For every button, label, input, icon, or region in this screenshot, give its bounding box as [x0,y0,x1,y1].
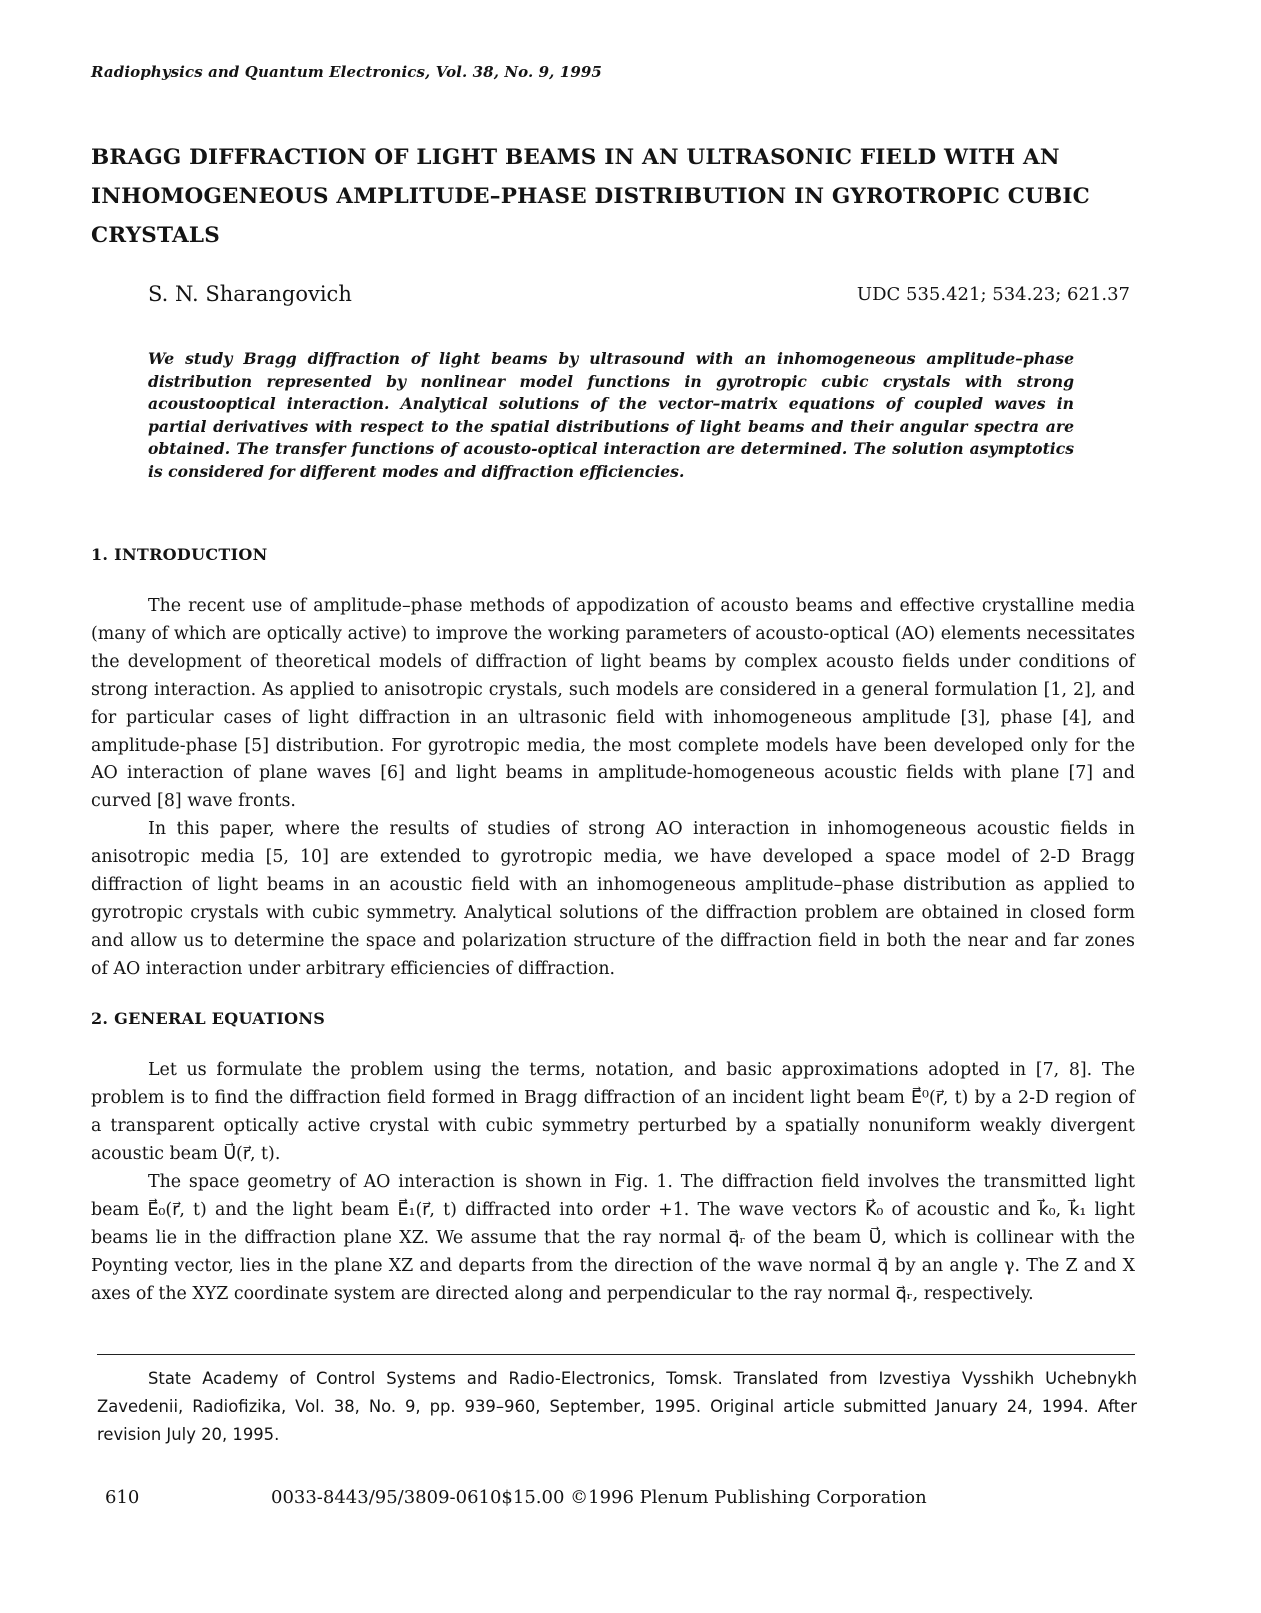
paragraph: The recent use of amplitude–phase methods of appodization of acousto beams and effective crystalline media (many of which are optically active) to improve the working parameters of acousto-optical (AO) elements necessitates the development of theoretical models of diffraction of light beams by complex acousto fields under conditions of strong interaction. As applied to anisotropic crystals, such models are considered in a general formulation [1, 2], and for particular cases of light diffraction in an ultrasonic field with inhomogeneous amplitude [3], phase [4], and amplitude-phase [5] distribution. For gyrotropic media, the most complete models have been developed only for the AO interaction of plane waves [6] and light beams in amplitude-homogeneous acoustic fields with plane [7] and curved [8] wave fronts. [91,596,1135,812]
paper-title: BRAGG DIFFRACTION OF LIGHT BEAMS IN AN ULTRASONIC FIELD WITH AN INHOMOGENEOUS AMPLITUDE–PHASE DISTRIBUTION IN GYROTROPIC CUBIC CRYSTALS [91,145,1090,248]
page-number: 610 [105,1487,140,1508]
footnote-divider [97,1354,1135,1355]
section-heading-general-equations: 2. GENERAL EQUATIONS [91,1009,326,1028]
paragraph: In this paper, where the results of studies of strong AO interaction in inhomogeneous acoustic fields in anisotropic media [5, 10] are extended to gyrotropic media, we have developed a space model of 2-D Bragg diffraction of light beams in an acoustic field with an inhomogeneous amplitude–phase distribution as applied to gyrotropic crystals with cubic symmetry. Analytical solutions of the diffraction problem are obtained in closed form and allow us to determine the space and polarization structure of the diffraction field in both the near and far zones of AO interaction under arbitrary efficiencies of diffraction. [91,819,1135,979]
affiliation-footnote: State Academy of Control Systems and Radio-Electronics, Tomsk. Translated from Izvestiya Vysshikh Uchebnykh Zavedenii, Radiofizika, Vol. 38, No. 9, pp. 939–960, September, 1995. Original article submitted January 24, 1994. After revision July 20, 1995. [97,1369,1137,1444]
paragraph: The space geometry of AO interaction is shown in Fig. 1. The diffraction field involves the transmitted light beam E⃗₀(r⃗, t) and the light beam E⃗₁(r⃗, t) diffracted into order +1. The wave vectors K⃗₀ of acoustic and k⃗₀, k⃗₁ light beams lie in the diffraction plane XZ. We assume that the ray normal q⃗ᵣ of the beam U⃗, which is collinear with the Poynting vector, lies in the plane XZ and departs from the direction of the wave normal q⃗ by an angle γ. The Z and X axes of the XYZ coordinate system are directed along and perpendicular to the ray normal q⃗ᵣ, respectively. [91,1172,1135,1304]
udc-code: UDC 535.421; 534.23; 621.37 [856,284,1130,305]
journal-header: Radiophysics and Quantum Electronics, Vol. 38, No. 9, 1995 [91,63,602,81]
author-name: S. N. Sharangovich [148,282,352,306]
paragraph: Let us formulate the problem using the terms, notation, and basic approximations adopted in [7, 8]. The problem is to find the diffraction field formed in Bragg diffraction of an incident light beam E⃗⁰(r⃗, t) by a 2-D region of a transparent optically active crystal with cubic symmetry perturbed by a spatially nonuniform weakly divergent acoustic beam U⃗(r⃗, t). [91,1060,1135,1164]
copyright-line: 0033-8443/95/3809-0610$15.00 ©1996 Plenum Publishing Corporation [271,1487,927,1508]
section-heading-introduction: 1. INTRODUCTION [91,545,268,564]
abstract: We study Bragg diffraction of light beams by ultrasound with an inhomogeneous amplitude–phase distribution represented by nonlinear model functions in gyrotropic cubic crystals with strong acoustooptical interaction. Analytical solutions of the vector–matrix equations of coupled waves in partial derivatives with respect to the spatial distributions of light beams and their angular spectra are obtained. The transfer functions of acousto-optical interaction are determined. The solution asymptotics is considered for different modes and diffraction efficiencies. [148,349,1074,481]
